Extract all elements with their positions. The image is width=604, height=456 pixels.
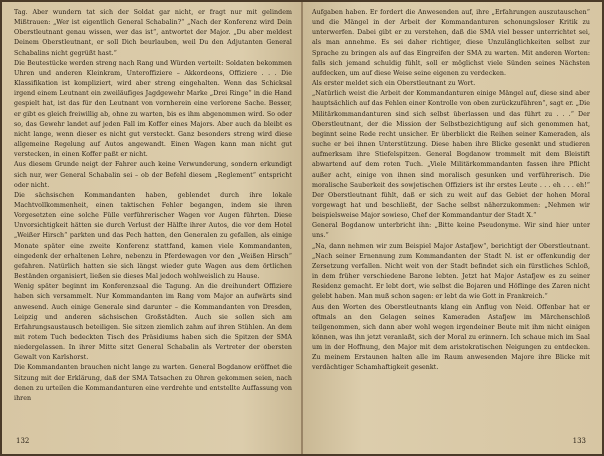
paragraph: Die Kommandanten brauchen nicht lange zu warten. General Bogdanow eröffnet die Sitzung mit der Erklärung, daß der SMA Tatsachen zu Ohren gekommen seien, nach denen zu urteilen die Kommandanturen eine verdrehte und entstellte Auffassung von ihren (14, 364, 292, 402)
paragraph: Aufgaben haben. Er fordert die Anwesenden auf, ihre „Erfahrungen auszutauschen“ und die Mängel in der Arbeit der Kommandanturen schonungsloser Kritik zu unterwerfen. Dabei gibt er zu verstehen, daß die SMA viel besser unterrichtet sei, als man annehme. Es sei daher richtiger, diese Unzulänglichkeiten selbst zur Sprache zu bringen als auf das Eingreifen der SMA zu warten. Mit anderen Worten: falls sich jemand schuldig fühlt, soll er möglichst viele Sünden seines Nächsten aufdecken, um auf diese Weise seine eigenen zu verdecken. (312, 9, 590, 77)
paragraph: Aus den Worten des Oberstleutnants klang ein Anflug von Neid. Offenbar hat er oftmals an den Gelagen seines Kameraden Astafjew im Märchenschloß teilgenommen, sich dann aber wohl wegen irgendeiner Beute mit ihm nicht einigen können, was ihn jetzt veranlaßt, sich der Moral zu erinnern. Ich schaue mich im Saal um in der Hoffnung, den Major mit dem aristokratischen Neigungen zu entdecken. Zu meinem Erstaunen halten alle im Raum anwesenden Majore ihre Blicke mit verdächtiger Schamhaftigkeit gesenkt. (312, 303, 590, 372)
paragraph: Aus diesem Grunde neigt der Fahrer auch keine Verwunderung, sondern erkundigt sich nur, wer General Schabalin sei – ob der Befehl diesem „Reglement“ entspricht oder nicht. (14, 161, 292, 189)
paragraph: „Na, dann nehmen wir zum Beispiel Major Astafjew“, berichtigt der Oberstleutnant. „Nach seiner Ernennung zum Kommandanten der Stadt N. ist er offenkundig der Zersetzung verfallen. Nicht weit von der Stadt befindet sich ein fürstliches Schloß, in dem früher verschiedene Barone lebten. Jetzt hat Major Astafjew es zu seiner Residenz gemacht. Er lebt dort, wie selbst die Bojaren und Höflinge des Zaren nicht gelebt haben. Man muß schon sagen: er lebt da wie Gott in Frankreich.“ (312, 242, 590, 301)
paragraph: General Bogdanow unterbricht ihn: „Bitte keine Pseudonyme. Wir sind hier unter uns.“ (312, 222, 590, 240)
paragraph: Wenig später beginnt im Konferenzsaal die Tagung. An die dreihundert Offiziere haben sich versammelt. Nur Kommandanten im Rang vom Major an aufwärts sind anwesend. Auch einige Generale sind darunter – die Kommandanten von Dresden, Leipzig und anderen sächsischen Großstädten. Auch sie sollen sich am Erfahrungsaustausch beteiligen. Sie sitzen ziemlich zahm auf ihren Stühlen. An dem mit rotem Tuch bedeckten Tisch des Präsidiums haben sich die Spitzen der SMA niedergelassen. In ihrer Mitte sitzt General Schabalin als Vertreter der obersten Gewalt von Karlshorst. (14, 283, 292, 362)
paragraph: Tag. Aber wundern tat sich der Soldat gar nicht, er fragt nur mit gelindem Mißtrauen: „Wer ist eigentlich General Schabalin?“ „Nach der Konferenz wird Dein Oberstleutnant genau wissen, wer das ist“, antwortet der Major. „Du aber meldest Deinem Oberstleutnant, er soll Dich beurlauben, weil Du den Adjutanten General Schabalins nicht gegrüßt hast.“ (14, 9, 292, 57)
paragraph: „Natürlich weist die Arbeit der Kommandanturen einige Mängel auf, diese sind aber hauptsächlich auf das Fehlen einer Kontrolle von oben zurückzuführen“, sagt er. „Die Militärkommandanturen sind sich selbst überlassen und das führt zu . . .“ Der Oberstleutnant, der die Mission der Selbstbezichtigung auf sich genommen hat, beginnt seine Rede recht unsicher. Er überblickt die Reihen seiner Kameraden, als suche er bei ihnen Unterstützung. Diese haben ihre Blicke gesenkt und studieren aufmerksam ihre Stiefelspitzen. General Bogdanow trommelt mit dem Bleistift abwartend auf dem roten Tuch. „Viele Militärkommandanten fassen ihre Pflicht außer acht, einige von ihnen sind moralisch gesunken und verführerisch. Die moralische Sauberkeit des sowjetischen Offiziers ist ihr erstes Leute . . . eh . . . eh!“ Der Oberstleutnant fühlt, daß er sich zu weit auf das Gebiet der hohen Moral vorgewagt hat und beschließt, der Sache selbst näherzukommen: „Nehmen wir beispielsweise Major sowieso, Chef der Kommandantur der Stadt X.“ (312, 90, 590, 220)
paragraph: Die Beutestücke werden streng nach Rang und Würden verteilt: Soldaten bekommen Uhren und anderen Kleinkram, Unteroffiziere – Akkordeons, Offiziere . . . Die Klassifikation ist kompliziert, wird aber streng eingehalten. Wenn das Schicksal irgend einem Leutnant ein zweiläufiges Jagdgewehr Marke „Drei Ringe“ in die Hand gespielt hat, ist das für den Leutnant von vornherein eine verlorene Sache. Besser, er gibt es gleich freiwillig ab, ohne zu warten, bis es ihm abgenommen wird. So oder so, das Gewehr landet auf jeden Fall im Koffer eines Majors. Aber auch da bleibt es nicht lange, wenn dieser es nicht gut versteckt. Ganz besonders streng wird diese allgemeine Regelung auf Autos angewandt. Einen Wagen kann man nicht gut verstecken, in einen Koffer paßt er nicht. (14, 59, 292, 159)
page-number-right: 133 (572, 437, 586, 445)
book-spread (2, 2, 602, 454)
book-gutter (301, 2, 303, 454)
left-page-text (14, 8, 292, 404)
page-number-left: 132 (16, 437, 30, 445)
paragraph: Die sächsischen Kommandanten haben, geblendet durch ihre lokale Machtvollkommenheit, einen taktischen Fehler begangen, indem sie ihren Vorgesetzten eine solche Fülle verführerischer Wagen vor Augen führten. Diese Unvorsichtigkeit hätten sie durch Verlust der Hälfte ihrer Autos, die vor dem Hotel „Weißer Hirsch“ parkten und das Pech hatten, den Generalen zu gefallen, als einige Monate später eine zweite Konferenz stattfand, kamen viele Kommandanten, eingedenk der erhaltenen Lehre, nebenzu in Pferdewagen vor den „Weißen Hirsch“ gefahren. Natürlich hatten sie sich längst wieder gute Wagen aus dem örtlichen Beständen organisiert, ließen sie dieses Mal jedoch wohlweislich zu Hause. (14, 191, 292, 281)
right-page-text (312, 8, 590, 374)
paragraph: Als erster meldet sich ein Oberstleutnant zu Wort. (312, 80, 476, 88)
left-page (2, 2, 302, 454)
right-page (302, 2, 602, 454)
